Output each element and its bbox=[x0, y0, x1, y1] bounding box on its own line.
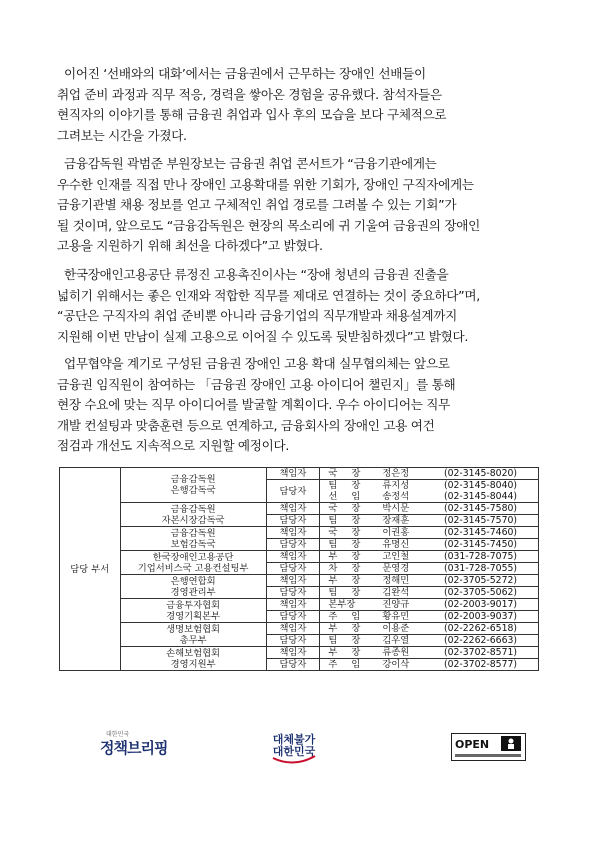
name-cell: 송정석 bbox=[382, 491, 410, 502]
org-name: 금융투자협회 bbox=[166, 599, 221, 611]
position-cell: 부 장 bbox=[320, 575, 369, 587]
position-cell: 국 장 bbox=[320, 503, 369, 515]
name-cell: 정해민 bbox=[369, 575, 423, 587]
org-name: 금융감독원 bbox=[170, 527, 216, 539]
role-cell: 책임자 bbox=[266, 599, 319, 611]
name-cell: 장재훈 bbox=[369, 515, 423, 527]
org-cell bbox=[120, 503, 266, 527]
name-cell: 이용준 bbox=[369, 623, 423, 635]
phone-cell: (02-3145-7570) bbox=[423, 515, 538, 527]
paragraph-line: 지원해 이번 만남이 실제 고용으로 이어질 수 있도록 뒷받침하겠다”고 밝혔다. bbox=[57, 328, 469, 344]
position-cell: 주 임 bbox=[320, 659, 369, 671]
org-name: 금융감독원 bbox=[170, 474, 216, 485]
paragraph-line: 현직자의 이야기를 통해 금융권 취업과 입사 후의 모습을 보다 구체적으로 bbox=[57, 107, 447, 122]
position-cell: 선 임 bbox=[328, 491, 361, 502]
table-row bbox=[60, 647, 539, 659]
name-cell: 유명신 bbox=[369, 539, 423, 551]
name-cell: 류지성 bbox=[369, 480, 423, 492]
name-cell: 고인철 bbox=[369, 551, 423, 563]
role-cell: 담당자 bbox=[266, 539, 319, 551]
logo-big-text: 정책브리핑 bbox=[100, 739, 168, 757]
org-unit: 은행감독국 bbox=[170, 485, 216, 496]
name-cell: 류종원 bbox=[369, 647, 423, 659]
contacts-table bbox=[59, 467, 539, 671]
position-cell: 주 임 bbox=[320, 611, 369, 623]
position-cell: 팀 장 bbox=[320, 480, 369, 492]
phone-cell: (02-3145-7460) bbox=[423, 527, 538, 539]
org-name: 금융감독원 bbox=[170, 503, 216, 515]
name-cell: 황유민 bbox=[369, 611, 423, 623]
name-cell: 박시문 bbox=[369, 503, 423, 515]
position-cell: 팀 장 bbox=[320, 539, 369, 551]
org-name: 생명보험협회 bbox=[166, 623, 221, 635]
role-cell: 담당자 bbox=[266, 515, 319, 527]
table-row bbox=[60, 468, 539, 480]
phone-cell: (031-728-7075) bbox=[423, 551, 538, 563]
phone-cell: (02-3145-8020) bbox=[423, 468, 538, 480]
name-cell: 문영경 bbox=[369, 563, 423, 575]
position-cell: 팀 장 bbox=[320, 515, 369, 527]
role-cell: 책임자 bbox=[266, 551, 319, 563]
position-cell: 국 장 bbox=[320, 527, 369, 539]
role-cell: 책임자 bbox=[266, 647, 319, 659]
logo-small-text: 대한민국 bbox=[106, 731, 130, 738]
logo-line2: 대한민국 bbox=[272, 745, 316, 758]
phone-cell: (02-3702-8577) bbox=[423, 659, 538, 671]
phone-cell: (02-3145-8040) bbox=[423, 480, 538, 492]
table-row bbox=[60, 599, 539, 611]
org-unit: 경영기획본부 bbox=[166, 610, 221, 622]
position-cell: 부 장 bbox=[320, 623, 369, 635]
policy-briefing-logo bbox=[100, 723, 175, 759]
org-name: 손해보험협회 bbox=[166, 647, 221, 659]
role-cell: 책임자 bbox=[266, 575, 319, 587]
table-row bbox=[60, 623, 539, 635]
phone-cell: (02-2262-6518) bbox=[423, 623, 538, 635]
dept-label: 담당 부서 bbox=[60, 468, 121, 671]
phone-cell: (02-2003-9037) bbox=[423, 611, 538, 623]
role-cell: 책임자 bbox=[266, 468, 319, 480]
position-cell: 차 장 bbox=[320, 563, 369, 575]
paragraph-fss-remarks bbox=[57, 154, 540, 257]
org-unit: 기업서비스국 고용컨설팅부 bbox=[137, 562, 249, 574]
phone-cell: (02-3145-7580) bbox=[423, 503, 538, 515]
table-row bbox=[60, 575, 539, 587]
paragraph-line: 고용을 지원하기 위해 최선을 다하겠다”고 밝혔다. bbox=[57, 238, 323, 253]
open-license-logo bbox=[451, 733, 526, 761]
position-cell: 본부장 bbox=[320, 599, 369, 611]
role-cell: 담당자 bbox=[266, 587, 319, 599]
phone-cell: (031-728-7055) bbox=[423, 563, 538, 575]
org-cell bbox=[120, 575, 266, 599]
role-cell: 책임자 bbox=[266, 503, 319, 515]
role-cell: 책임자 bbox=[266, 623, 319, 635]
name-cell: 강이삭 bbox=[369, 659, 423, 671]
org-cell bbox=[120, 551, 266, 575]
phone-cell: (02-2262-6663) bbox=[423, 635, 538, 647]
paragraph-line: 한국장애인고용공단 류정진 고용촉진이사는 “장애 청년의 금융권 진출을 bbox=[64, 267, 449, 282]
org-unit: 총무부 bbox=[179, 634, 207, 646]
phone-cell: (02-3145-7450) bbox=[423, 539, 538, 551]
paragraph-senior-talk bbox=[57, 64, 540, 146]
role-cell: 책임자 bbox=[266, 527, 319, 539]
table-row bbox=[60, 527, 539, 539]
org-cell bbox=[120, 527, 266, 551]
org-name: 은행연합회 bbox=[170, 575, 216, 587]
org-unit: 경영지원부 bbox=[170, 658, 216, 670]
org-name: 한국장애인고용공단 bbox=[152, 551, 234, 563]
position-cell: 팀 장 bbox=[320, 635, 369, 647]
paragraph-line: 이어진 ‘선배와의 대화’에서는 금융권에서 근무하는 장애인 선배들이 bbox=[64, 66, 426, 81]
irreplaceable-korea-logo bbox=[265, 728, 323, 766]
paragraph-working-group bbox=[57, 354, 540, 457]
paragraph-line: 될 것이며, 앞으로도 “금융감독원은 현장의 목소리에 귀 기울여 금융권의 장애인 bbox=[57, 217, 480, 233]
org-cell bbox=[120, 599, 266, 623]
name-cell: 김완석 bbox=[369, 587, 423, 599]
position-cell: 팀 장 bbox=[320, 587, 369, 599]
name-cell: 이권홍 bbox=[369, 527, 423, 539]
paragraph-line: 우수한 인재를 직접 만나 장애인 고용확대를 위한 기회가, 장애인 구직자에게는 bbox=[57, 176, 474, 192]
org-unit: 보험감독국 bbox=[170, 538, 216, 550]
paragraph-line: 금융감독원 곽범준 부원장보는 금융권 취업 콘서트가 “금융기관에게는 bbox=[64, 156, 437, 171]
role-cell: 담당자 bbox=[266, 659, 319, 671]
org-cell bbox=[120, 468, 266, 503]
org-unit: 자본시장감독국 bbox=[161, 514, 225, 526]
phone-cell: (02-3705-5272) bbox=[423, 575, 538, 587]
phone-cell: (02-3702-8571) bbox=[423, 647, 538, 659]
paragraph-line: 넓히기 위해서는 좋은 인재와 적합한 직무를 제대로 연결하는 것이 중요하다”며, bbox=[57, 287, 480, 303]
paragraph-line: 현장 수요에 맞는 직무 아이디어를 발굴할 계획이다. 우수 아이디어는 직무 bbox=[57, 397, 450, 412]
role-cell: 담당자 bbox=[266, 611, 319, 623]
position-cell: 부 장 bbox=[320, 647, 369, 659]
logo-line1: 대체불가 bbox=[272, 733, 316, 746]
org-cell bbox=[120, 623, 266, 647]
paragraph-line: 그려보는 시간을 가졌다. bbox=[57, 127, 187, 143]
role-cell: 담당자 bbox=[266, 480, 319, 503]
name-cell: 김우열 bbox=[369, 635, 423, 647]
phone-cell: (02-3145-8044) bbox=[423, 491, 538, 503]
role-cell: 담당자 bbox=[266, 635, 319, 647]
phone-cell: (02-2003-9017) bbox=[423, 599, 538, 611]
paragraph-line: 금융권 임직원이 참여하는 「금융권 장애인 고용 아이디어 챌린지」를 통해 bbox=[57, 376, 456, 392]
org-unit: 경영관리부 bbox=[170, 586, 216, 598]
paragraph-line: 개발 컨설팅과 맞춤훈련 등으로 연계하고, 금융회사의 장애인 고용 여건 bbox=[57, 417, 435, 433]
paragraph-line: 취업 준비 과정과 직무 적응, 경력을 쌓아온 경험을 공유했다. 참석자들은 bbox=[57, 86, 442, 102]
table-row bbox=[60, 503, 539, 515]
phone-cell: (02-3705-5062) bbox=[423, 587, 538, 599]
open-text: OPEN bbox=[455, 738, 490, 751]
paragraph-line: 점검과 개선도 지속적으로 지원할 예정이다. bbox=[57, 438, 290, 453]
table-row bbox=[60, 551, 539, 563]
org-cell bbox=[120, 647, 266, 671]
paragraph-line: 업무협약을 계기로 구성된 금융권 장애인 고용 확대 실무협의체는 앞으로 bbox=[64, 356, 450, 371]
position-cell: 국 장 bbox=[320, 468, 369, 480]
role-cell: 담당자 bbox=[266, 563, 319, 575]
paragraph-line: “공단은 구직자의 취업 준비뿐 아니라 금융기업의 직무개발과 채용설계까지 bbox=[57, 308, 457, 323]
name-cell: 진양규 bbox=[369, 599, 423, 611]
paragraph-kead-remarks bbox=[57, 265, 540, 347]
name-cell: 정은정 bbox=[369, 468, 423, 480]
paragraph-line: 금융기관별 채용 정보를 얻고 구체적인 취업 경로를 그려볼 수 있는 기회”가 bbox=[57, 197, 457, 212]
position-cell: 부 장 bbox=[320, 551, 369, 563]
